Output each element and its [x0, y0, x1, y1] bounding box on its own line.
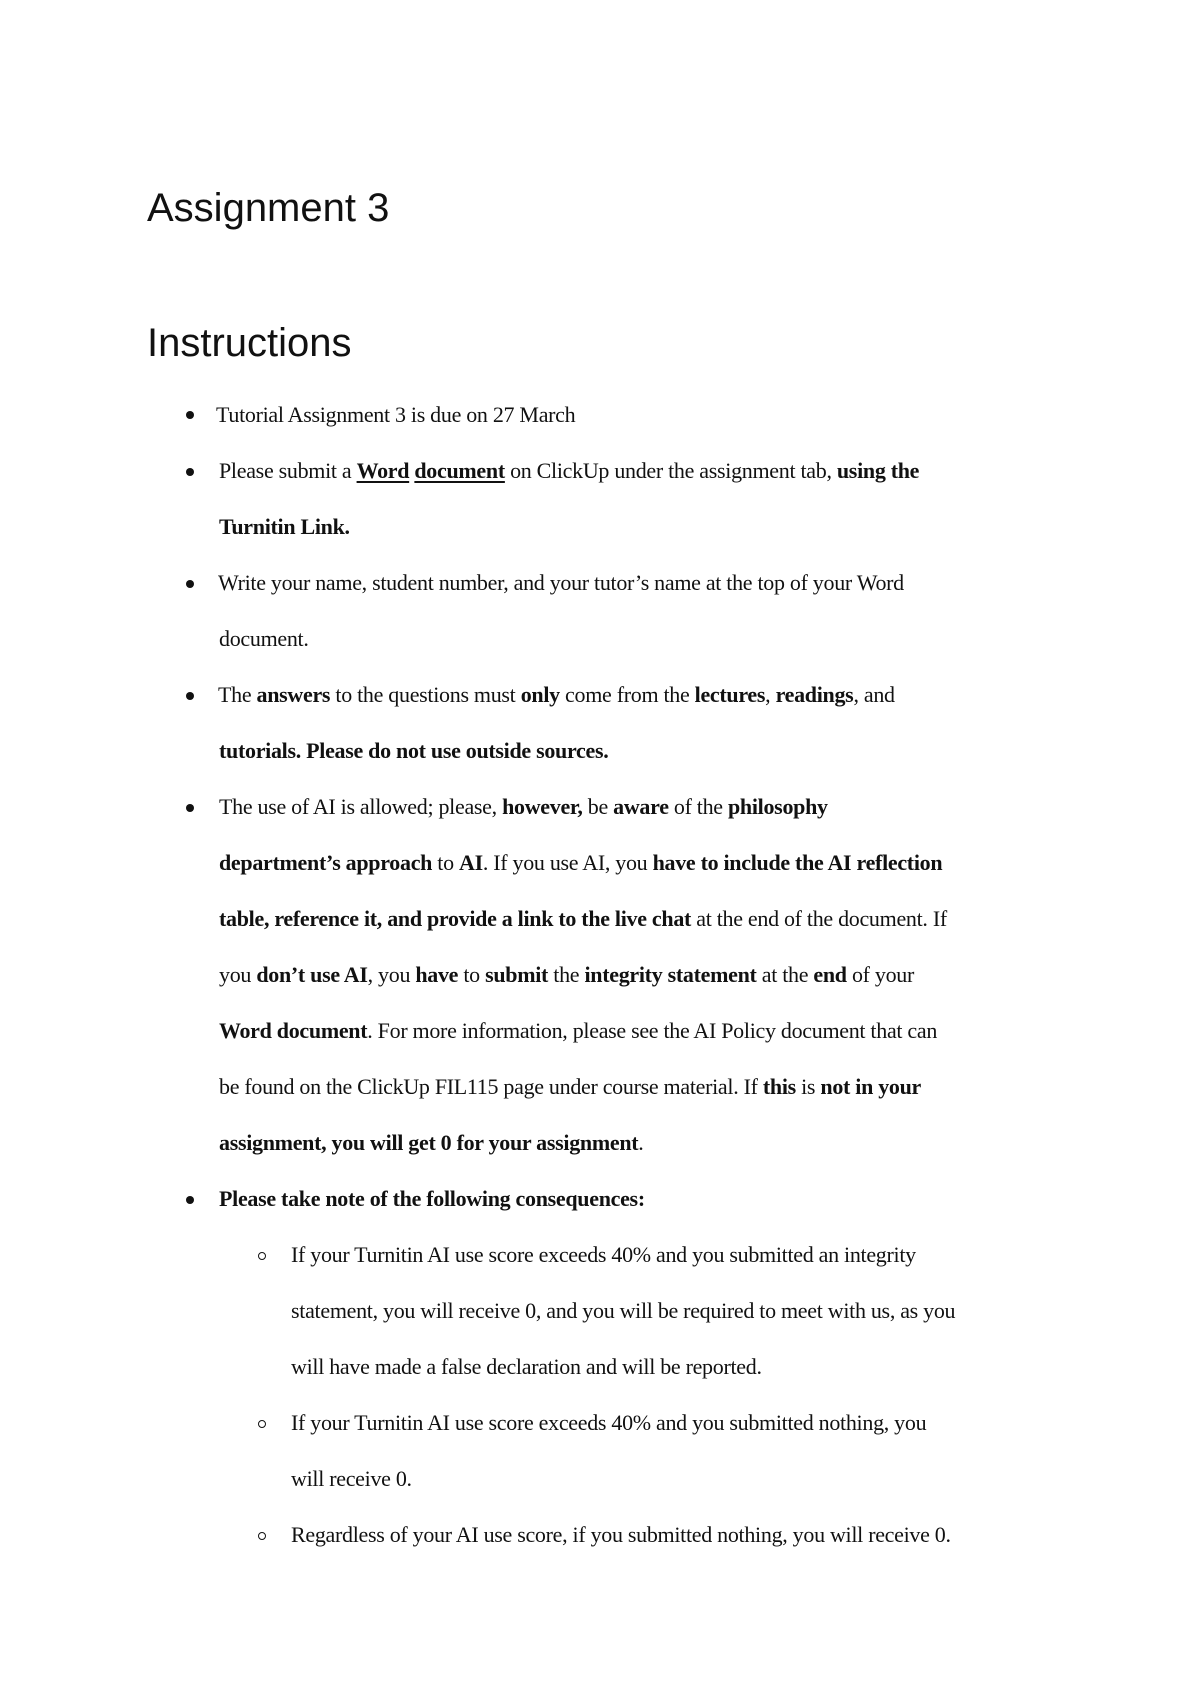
emphasis-have: have: [415, 962, 459, 987]
submit-instruction-line-1: [219, 457, 919, 485]
emphasis-end: end: [813, 962, 847, 987]
ai-policy-line-6: [219, 1073, 921, 1101]
text-run: ,: [765, 682, 776, 707]
bullet-icon: [186, 580, 194, 588]
sub-bullet-icon: [258, 1252, 266, 1260]
text-run: you: [219, 962, 257, 987]
consequences-heading: [219, 1185, 645, 1213]
emphasis-dont-use-ai: don’t use AI: [256, 962, 368, 987]
emphasis-turnitin-link: Turnitin Link.: [219, 514, 350, 539]
emphasis-word-document: Word document: [219, 1018, 368, 1043]
instructions-heading: Instructions: [147, 321, 352, 365]
text-run: to the questions must: [330, 682, 521, 707]
text-run: come from the: [559, 682, 695, 707]
write-name-line-2: document.: [219, 626, 309, 651]
emphasis-ai: AI: [459, 850, 483, 875]
bullet-icon: [186, 692, 194, 700]
text-run: of your: [846, 962, 915, 987]
emphasis-not-in-your: not in your: [820, 1074, 922, 1099]
ai-policy-line-1: [219, 793, 828, 821]
emphasis-consequences: Please take note of the following consequences:: [219, 1186, 645, 1211]
text-run: to: [432, 850, 460, 875]
emphasis-philosophy: philosophy: [727, 794, 828, 819]
emphasis-submit: submit: [485, 962, 549, 987]
text-run: The use of AI is allowed; please,: [219, 794, 503, 819]
text-run: . For more information, please see the AI Policy document that can: [367, 1018, 938, 1043]
document-title: Assignment 3: [147, 186, 390, 230]
text-run: is: [795, 1074, 821, 1099]
emphasis-this: this: [762, 1074, 796, 1099]
emphasis-get-zero: assignment, you will get 0 for your assignment: [219, 1130, 639, 1155]
ai-policy-line-3: [219, 905, 947, 933]
consequence-2-line-2: will receive 0.: [291, 1466, 412, 1491]
emphasis-answers: answers: [256, 682, 331, 707]
bullet-icon: [186, 468, 194, 476]
consequence-3-line-1: Regardless of your AI use score, if you submitted nothing, you will receive 0.: [291, 1522, 951, 1547]
text-run: . If you use AI, you: [482, 850, 653, 875]
emphasis-integrity-statement: integrity statement: [584, 962, 757, 987]
answers-line-2: [219, 737, 608, 765]
emphasis-have-to-include: have to include the AI reflection: [652, 850, 943, 875]
text-run: be: [582, 794, 614, 819]
text-run: , and: [853, 682, 895, 707]
consequence-2-line-1: If your Turnitin AI use score exceeds 40% and you submitted nothing, you: [291, 1410, 927, 1435]
answers-line-1: [218, 681, 895, 709]
consequence-1-line-3: will have made a false declaration and will be reported.: [291, 1354, 762, 1379]
text-run: at the: [756, 962, 814, 987]
sub-bullet-icon: [258, 1420, 266, 1428]
emphasis-word: Word: [356, 458, 410, 483]
consequence-1-line-2: statement, you will receive 0, and you will be required to meet with us, as you: [291, 1298, 956, 1323]
text-run: on ClickUp under the assignment tab,: [504, 458, 837, 483]
bullet-icon: [186, 1196, 194, 1204]
text-run: to: [458, 962, 486, 987]
text-run: at the end of the document. If: [691, 906, 947, 931]
bullet-icon: [186, 804, 194, 812]
emphasis-only: only: [520, 682, 560, 707]
emphasis-lectures: lectures: [694, 682, 766, 707]
emphasis-using-the: using the: [836, 458, 920, 483]
ai-policy-line-5: [219, 1017, 937, 1045]
emphasis-no-outside-sources: tutorials. Please do not use outside sources.: [219, 738, 609, 763]
text-run: of the: [668, 794, 728, 819]
emphasis-table-reference: table, reference it, and provide a link to the live chat: [219, 906, 692, 931]
ai-policy-line-4: [219, 961, 914, 989]
text-run: .: [638, 1130, 644, 1155]
consequence-1-line-1: If your Turnitin AI use score exceeds 40% and you submitted an integrity: [291, 1242, 916, 1267]
text-run: be found on the ClickUp FIL115 page under course material. If: [219, 1074, 763, 1099]
ai-policy-line-2: [219, 849, 942, 877]
sub-bullet-icon: [258, 1532, 266, 1540]
text-run: Please submit a: [219, 458, 357, 483]
ai-policy-line-7: [219, 1129, 644, 1157]
bullet-icon: [186, 411, 194, 419]
emphasis-aware: aware: [613, 794, 669, 819]
emphasis-however: however,: [502, 794, 583, 819]
submit-instruction-line-2: [219, 513, 350, 541]
write-name-line-1: Write your name, student number, and your tutor’s name at the top of your Word: [218, 570, 904, 595]
emphasis-department-approach: department’s approach: [219, 850, 433, 875]
due-date-text: Tutorial Assignment 3 is due on 27 March: [216, 402, 576, 427]
emphasis-readings: readings: [775, 682, 854, 707]
text-run: The: [218, 682, 257, 707]
text-run: the: [548, 962, 585, 987]
text-run: , you: [367, 962, 416, 987]
emphasis-document: document: [414, 458, 505, 483]
